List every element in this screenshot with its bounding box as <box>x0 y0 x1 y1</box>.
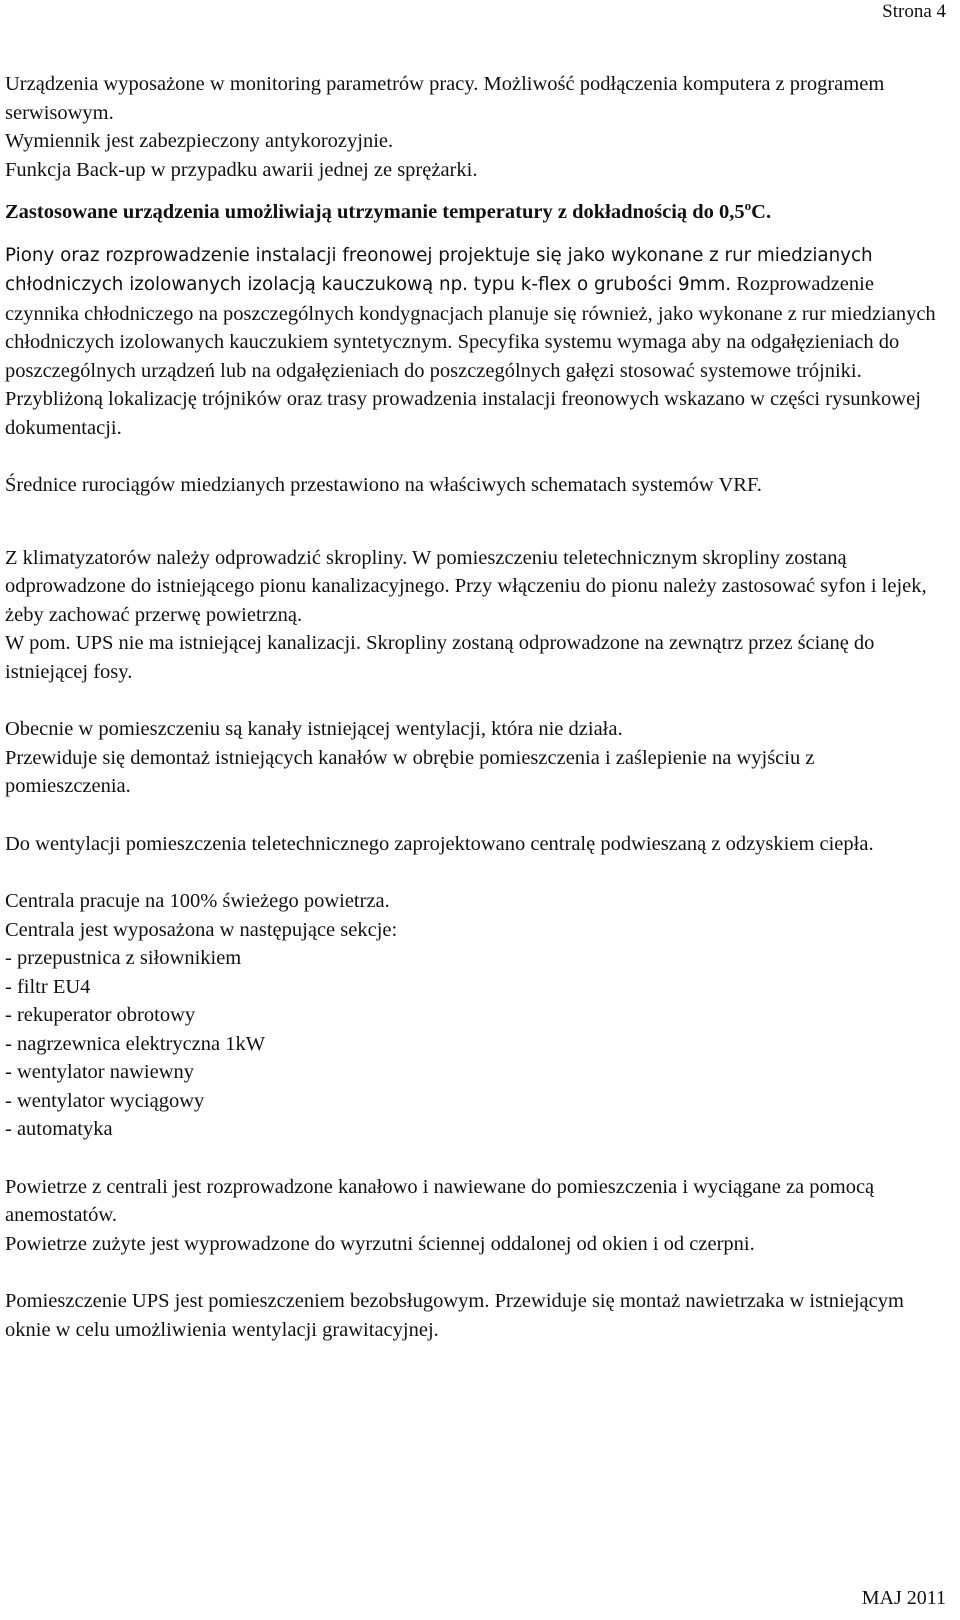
condensate-paragraph-1: Z klimatyzatorów należy odprowadzić skropliny. W pomieszczeniu teletechnicznym skropliny zostaną odprowadzone do istniejącego pionu kanalizacyjnego. Przy włączeniu do pionu należy zastosować syfon i lejek, żeby zachować przerwę powietrzną. <box>5 546 927 626</box>
heat-exchanger-paragraph: Wymiennik jest zabezpieczony antykorozyjnie. <box>5 130 394 152</box>
air-distribution-paragraph-2: Powietrze zużyte jest wyprowadzone do wyrzutni ściennej oddalonej od okien i od czerpni. <box>5 1232 755 1255</box>
piping-text-2: Rozprowadzenie czynnika chłodniczego na poszczególnych kondygnacjach planuje się również, jako wykonane z rur miedzianych chłodniczych izolowanych kauczukiem syntetycznym. <box>5 273 936 353</box>
spacer <box>5 801 940 830</box>
page-number-header: Strona 4 <box>882 1 946 22</box>
equipment-features-section <box>5 70 940 184</box>
piping-text-3: Specyfika systemu wymaga aby na odgałęzieniach do poszczególnych urządzeń lub na odgałęzieniach do poszczególnych gałęzi stosować systemowe trójniki. <box>5 331 900 382</box>
backup-paragraph: Funkcja Back-up w przypadku awarii jednej ze sprężarki. <box>5 158 478 181</box>
spacer <box>5 1144 940 1173</box>
temperature-accuracy-paragraph <box>5 198 940 227</box>
existing-ventilation-section <box>5 715 940 801</box>
unit-sections-intro: Centrala jest wyposażona w następujące sekcje: <box>5 918 398 941</box>
document-body <box>5 70 940 1344</box>
existing-ventilation-paragraph-1: Obecnie w pomieszczeniu są kanały istniejącej wentylacji, która nie działa. <box>5 718 623 740</box>
ups-room-paragraph: Pomieszczenie UPS jest pomieszczeniem bezobsługowym. Przewiduje się montaż nawietrzaka w istniejącym oknie w celu umożliwienia wentylacji grawitacyjnej. <box>5 1290 904 1341</box>
list-item: - nagrzewnica elektryczna 1kW <box>5 1032 266 1055</box>
spacer <box>5 686 940 715</box>
temperature-unit: C. <box>751 201 772 223</box>
air-distribution-section <box>5 1173 940 1259</box>
monitoring-paragraph: Urządzenia wyposażone w monitoring parametrów pracy. Możliwość podłączenia komputera z programem serwisowym. <box>5 73 885 124</box>
pipe-diameters-paragraph: Średnice rurociągów miedzianych przestawiono na właściwych schematach systemów VRF. <box>5 474 762 496</box>
date-footer: MAJ 2011 <box>861 1587 946 1609</box>
piping-paragraph <box>5 241 940 443</box>
list-item: - wentylator wyciągowy <box>5 1089 205 1112</box>
unit-sections-list <box>5 944 940 1144</box>
spacer <box>5 500 940 544</box>
list-item: - rekuperator obrotowy <box>5 1004 196 1026</box>
piping-text-sans: Piony oraz rozprowadzenie instalacji freonowej projektuje się jako wykonane z rur miedzianych chłodniczych izolowanych izolacją kauczukową np. typu k-flex o grubości 9mm. <box>5 244 873 295</box>
condensate-paragraph-2: W pom. UPS nie ma istniejącej kanalizacji. Skropliny zostaną odprowadzone na zewnątrz przez ścianę do istniejącej fosy. <box>5 632 875 683</box>
spacer <box>5 227 940 241</box>
temperature-text: Zastosowane urządzenia umożliwiają utrzymanie temperatury z dokładnością do 0,5 <box>5 201 745 223</box>
list-item: - automatyka <box>5 1118 113 1140</box>
air-distribution-paragraph-1: Powietrze z centrali jest rozprowadzone kanałowo i nawiewane do pomieszczenia i wyciągane za pomocą anemostatów. <box>5 1175 875 1226</box>
list-item: - filtr EU4 <box>5 975 91 998</box>
spacer <box>5 442 940 471</box>
piping-text-4: Przybliżoną lokalizację trójników oraz trasy prowadzenia instalacji freonowych wskazano w części rysunkowej dokumentacji. <box>5 388 921 439</box>
ventilation-unit-paragraph: Do wentylacji pomieszczenia teletechnicznego zaprojektowano centralę podwieszaną z odzyskiem ciepła. <box>5 832 874 855</box>
condensate-section <box>5 544 940 687</box>
unit-sections-section <box>5 887 940 1144</box>
existing-ventilation-paragraph-2: Przewiduje się demontaż istniejących kanałów w obrębie pomieszczenia i zaślepienie na wyjściu z pomieszczenia. <box>5 746 815 797</box>
spacer <box>5 184 940 198</box>
fresh-air-paragraph: Centrala pracuje na 100% świeżego powietrza. <box>5 890 390 912</box>
spacer <box>5 1258 940 1287</box>
degree-superscript: o <box>744 198 752 213</box>
spacer <box>5 858 940 887</box>
list-item: - wentylator nawiewny <box>5 1061 194 1083</box>
list-item: - przepustnica z siłownikiem <box>5 947 242 969</box>
